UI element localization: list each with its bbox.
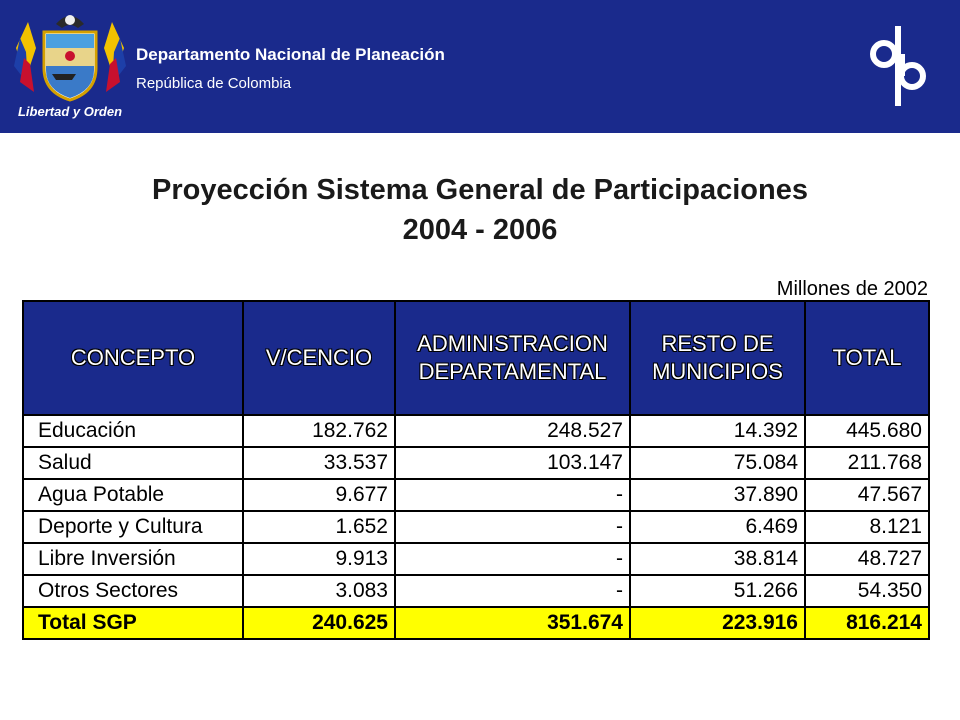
cell-concepto: Otros Sectores: [23, 575, 243, 607]
cell-resto: 51.266: [630, 575, 805, 607]
title-line-1: Proyección Sistema General de Participaciones: [151, 174, 808, 206]
table-header-row: [23, 301, 929, 415]
table-row: [23, 415, 929, 447]
units-label: Millones de 2002: [776, 278, 928, 300]
dnp-logo: [862, 24, 934, 108]
column-header-concepto: CONCEPTO: [23, 301, 243, 415]
coat-motto: Libertad y Orden: [17, 104, 123, 119]
dnp-logo-icon: [862, 24, 934, 108]
cell-admin: 351.674: [395, 607, 630, 639]
cell-vcencio: 182.762: [243, 415, 395, 447]
cell-admin: 103.147: [395, 447, 630, 479]
cell-concepto: Deporte y Cultura: [23, 511, 243, 543]
cell-concepto: Educación: [23, 415, 243, 447]
cell-vcencio: 33.537: [243, 447, 395, 479]
cell-admin: -: [395, 479, 630, 511]
cell-vcencio: 9.913: [243, 543, 395, 575]
cell-total: 816.214: [805, 607, 929, 639]
cell-admin: 248.527: [395, 415, 630, 447]
column-header-administracion: ADMINISTRACION DEPARTAMENTAL: [395, 301, 630, 415]
table-row: [23, 479, 929, 511]
cell-resto: 14.392: [630, 415, 805, 447]
coat-of-arms-icon: [6, 8, 134, 104]
cell-concepto: Libre Inversión: [23, 543, 243, 575]
cell-vcencio: 9.677: [243, 479, 395, 511]
cell-concepto: Total SGP: [23, 607, 243, 639]
table-row: [23, 447, 929, 479]
cell-total: 47.567: [805, 479, 929, 511]
cell-admin: -: [395, 575, 630, 607]
header-banner: [0, 0, 960, 133]
organization-country: República de Colombia: [136, 75, 292, 92]
organization-name: Departamento Nacional de Planeación: [136, 45, 445, 64]
coat-of-arms: [6, 8, 134, 128]
table-total-row: [23, 607, 929, 639]
cell-concepto: Salud: [23, 447, 243, 479]
table-row: [23, 511, 929, 543]
cell-vcencio: 1.652: [243, 511, 395, 543]
cell-vcencio: 3.083: [243, 575, 395, 607]
cell-resto: 223.916: [630, 607, 805, 639]
cell-resto: 37.890: [630, 479, 805, 511]
cell-total: 211.768: [805, 447, 929, 479]
cell-resto: 6.469: [630, 511, 805, 543]
cell-total: 54.350: [805, 575, 929, 607]
cell-total: 445.680: [805, 415, 929, 447]
column-header-resto: RESTO DE MUNICIPIOS: [630, 301, 805, 415]
cell-total: 48.727: [805, 543, 929, 575]
cell-total: 8.121: [805, 511, 929, 543]
sgp-table: [22, 300, 930, 640]
page-title: [0, 170, 960, 250]
cell-admin: -: [395, 543, 630, 575]
table-row: [23, 543, 929, 575]
cell-resto: 75.084: [630, 447, 805, 479]
cell-admin: -: [395, 511, 630, 543]
cell-concepto: Agua Potable: [23, 479, 243, 511]
column-header-total: TOTAL: [805, 301, 929, 415]
table-row: [23, 575, 929, 607]
cell-vcencio: 240.625: [243, 607, 395, 639]
cell-resto: 38.814: [630, 543, 805, 575]
column-header-vcencio: V/CENCIO: [243, 301, 395, 415]
title-line-2: 2004 - 2006: [402, 214, 558, 246]
